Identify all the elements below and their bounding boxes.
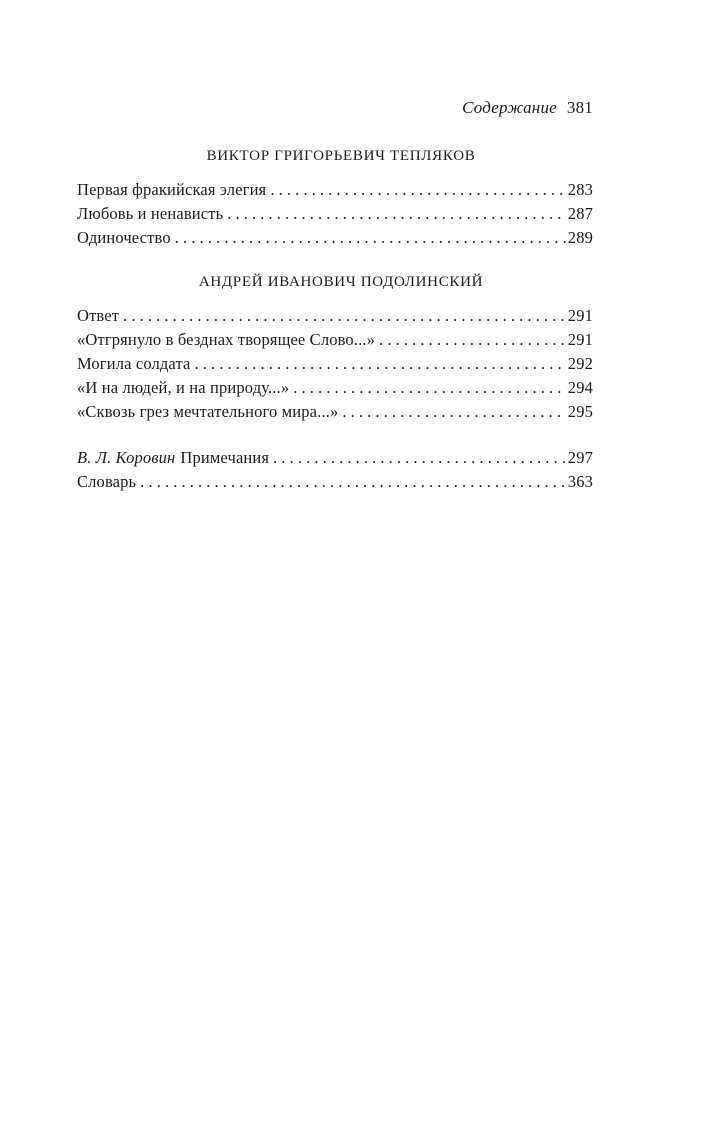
dot-leader xyxy=(342,400,565,424)
table-of-contents xyxy=(77,146,593,494)
toc-entry-page: 294 xyxy=(567,378,593,397)
dot-leader xyxy=(273,446,566,470)
toc-entry-title: Первая фракийская элегия xyxy=(77,180,267,199)
toc-entry xyxy=(77,352,593,376)
toc-entry-page: 295 xyxy=(567,402,593,421)
toc-entry xyxy=(77,226,593,250)
toc-entry-notes xyxy=(77,446,593,470)
dot-leader xyxy=(293,376,566,400)
toc-entry-page: 363 xyxy=(567,472,593,491)
section-heading-teplyakov: ВИКТОР ГРИГОРЬЕВИЧ ТЕПЛЯКОВ xyxy=(206,148,476,164)
dot-leader xyxy=(379,328,566,352)
dot-leader xyxy=(175,226,566,250)
running-head xyxy=(462,98,593,118)
dot-leader xyxy=(123,304,566,328)
section-heading-podolinsky: АНДРЕЙ ИВАНОВИЧ ПОДОЛИНСКИЙ xyxy=(198,274,484,290)
dot-leader xyxy=(140,470,566,494)
toc-entry-page: 283 xyxy=(567,180,593,199)
toc-entry-page: 292 xyxy=(567,354,593,373)
toc-entry xyxy=(77,328,593,352)
running-head-title: Содержание xyxy=(462,98,557,117)
toc-entry-title: Словарь xyxy=(77,472,137,491)
toc-entry xyxy=(77,304,593,328)
toc-entry-glossary xyxy=(77,470,593,494)
toc-entry-page: 289 xyxy=(567,228,593,247)
toc-entry-page: 291 xyxy=(567,330,593,349)
toc-entry-title: «И на людей, и на природу...» xyxy=(77,378,290,397)
toc-entry xyxy=(77,178,593,202)
toc-entry-page: 291 xyxy=(567,306,593,325)
dot-leader xyxy=(270,178,565,202)
toc-entry xyxy=(77,376,593,400)
toc-entry-title xyxy=(77,446,269,470)
toc-entry-title: Любовь и ненависть xyxy=(77,204,224,223)
toc-entry-title-text: Примечания xyxy=(180,448,270,467)
toc-entry xyxy=(77,202,593,226)
toc-entry-title: Ответ xyxy=(77,306,120,325)
dot-leader xyxy=(195,352,566,376)
dot-leader xyxy=(227,202,566,226)
toc-entry-title: Могила солдата xyxy=(77,354,191,373)
toc-entry-page: 287 xyxy=(567,204,593,223)
page-number: 381 xyxy=(566,98,593,117)
toc-entry-page: 297 xyxy=(567,448,593,467)
toc-entry-title: «Отгрянуло в безднах творящее Слово...» xyxy=(77,330,376,349)
toc-entry-author: В. Л. Коровин xyxy=(77,448,176,467)
toc-entry xyxy=(77,400,593,424)
section-spacer xyxy=(77,424,593,446)
toc-entry-title: «Сквозь грез мечтательного мира...» xyxy=(77,402,339,421)
toc-entry-title: Одиночество xyxy=(77,228,171,247)
